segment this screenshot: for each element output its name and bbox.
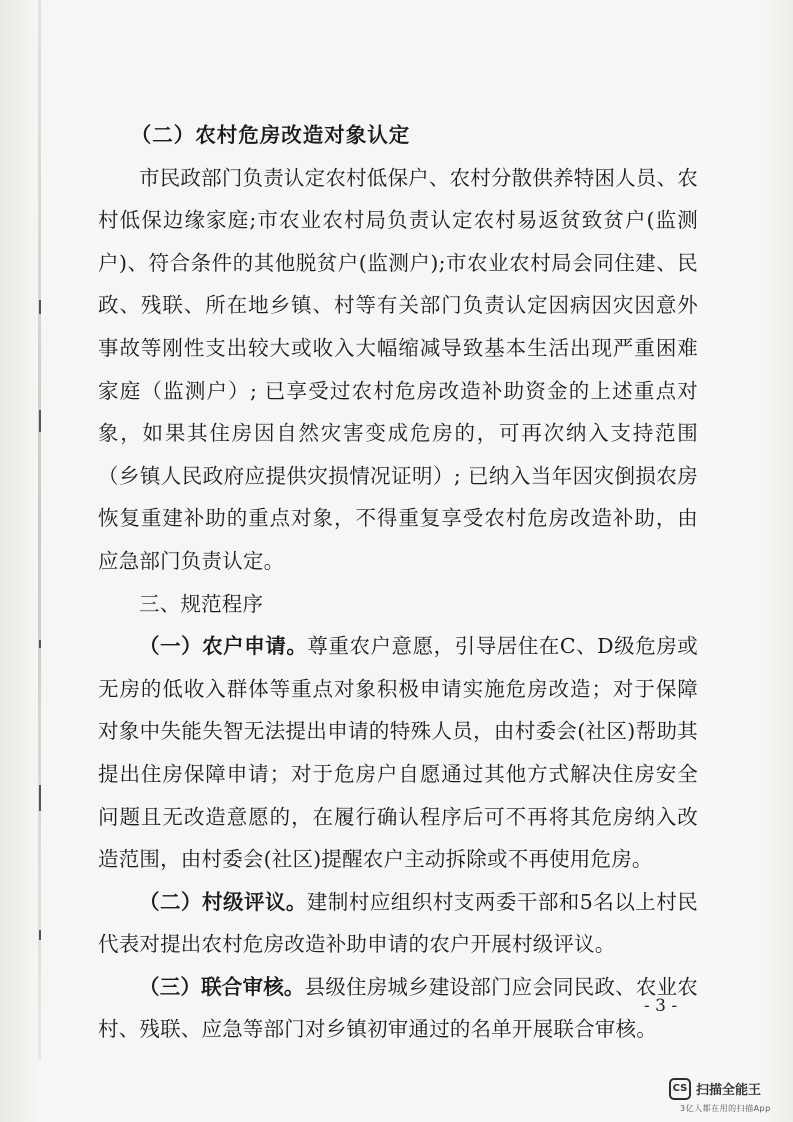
item-text: 县级住房城乡建设部门应会同民政、农业农村、残联、应急等部门对乡镇初审通过的名单开展联合审核。 bbox=[98, 974, 698, 1042]
binding-mark bbox=[39, 300, 41, 314]
scanner-watermark bbox=[669, 1078, 781, 1114]
item-text: 尊重农户意愿，引导居住在C、D级危房或无房的低收入群体等重点对象积极申请实施危房改造；对于保障对象中失能失智无法提出申请的特殊人员，由村委会(社区)帮助其提出住房保障申请；对于危房户自愿通过其他方式解决住房安全问题且无改造意愿的，在履行确认程序后可不再将其危房纳入改造范围，由村委会(社区)提醒农户主动拆除或不再使用危房。 bbox=[98, 634, 698, 872]
paragraph-object-identification: 市民政部门负责认定农村低保户、农村分散供养特困人员、农村低保边缘家庭;市农业农村局负责认定农村易返贫致贫户(监测户)、符合条件的其他脱贫户(监测户);市农业农村局会同住建、民政、残联、所在地乡镇、村等有关部门负责认定因病因灾因意外事故等刚性支出较大或收入大幅缩减导致基本生活出现严重困难家庭（监测户）; 已享受过农村危房改造补助资金的上述重点对象，如果其住房因自然灾害变成危房的，可再次纳入支持范围（乡镇人民政府应提供灾损情况证明）; 已纳入当年因灾倒损农房恢复重建补助的重点对象，不得重复享受农村危房改造补助，由应急部门负责认定。 bbox=[98, 165, 698, 573]
paragraph-village-review bbox=[98, 881, 698, 966]
document-body bbox=[98, 114, 698, 1051]
item-text: 建制村应组织村支两委干部和5名以上村民代表对提出农村危房改造补助申请的农户开展村级评议。 bbox=[98, 889, 698, 957]
section-heading-procedure: 三、规范程序 bbox=[139, 591, 264, 616]
section-heading-object-identification: （二）农村危房改造对象认定 bbox=[130, 123, 411, 147]
binding-mark bbox=[39, 410, 41, 432]
scanner-tagline: 3亿人都在用的扫描App bbox=[680, 1104, 771, 1113]
item-label: （三）联合审核。 bbox=[139, 974, 305, 999]
scanner-app-name: 扫描全能王 bbox=[696, 1083, 762, 1098]
item-label: （一）农户申请。 bbox=[139, 634, 308, 659]
camscanner-logo-icon: CS bbox=[669, 1078, 691, 1100]
binding-mark bbox=[39, 640, 41, 648]
paragraph-farmer-application bbox=[98, 625, 698, 881]
binding-mark bbox=[39, 785, 41, 811]
binding-mark bbox=[39, 930, 41, 940]
paragraph-joint-audit bbox=[98, 966, 698, 1051]
binding-edge-shadow bbox=[38, 0, 41, 1060]
item-label: （二）村级评议。 bbox=[139, 889, 307, 914]
page-number: - 3 - bbox=[644, 996, 678, 1016]
